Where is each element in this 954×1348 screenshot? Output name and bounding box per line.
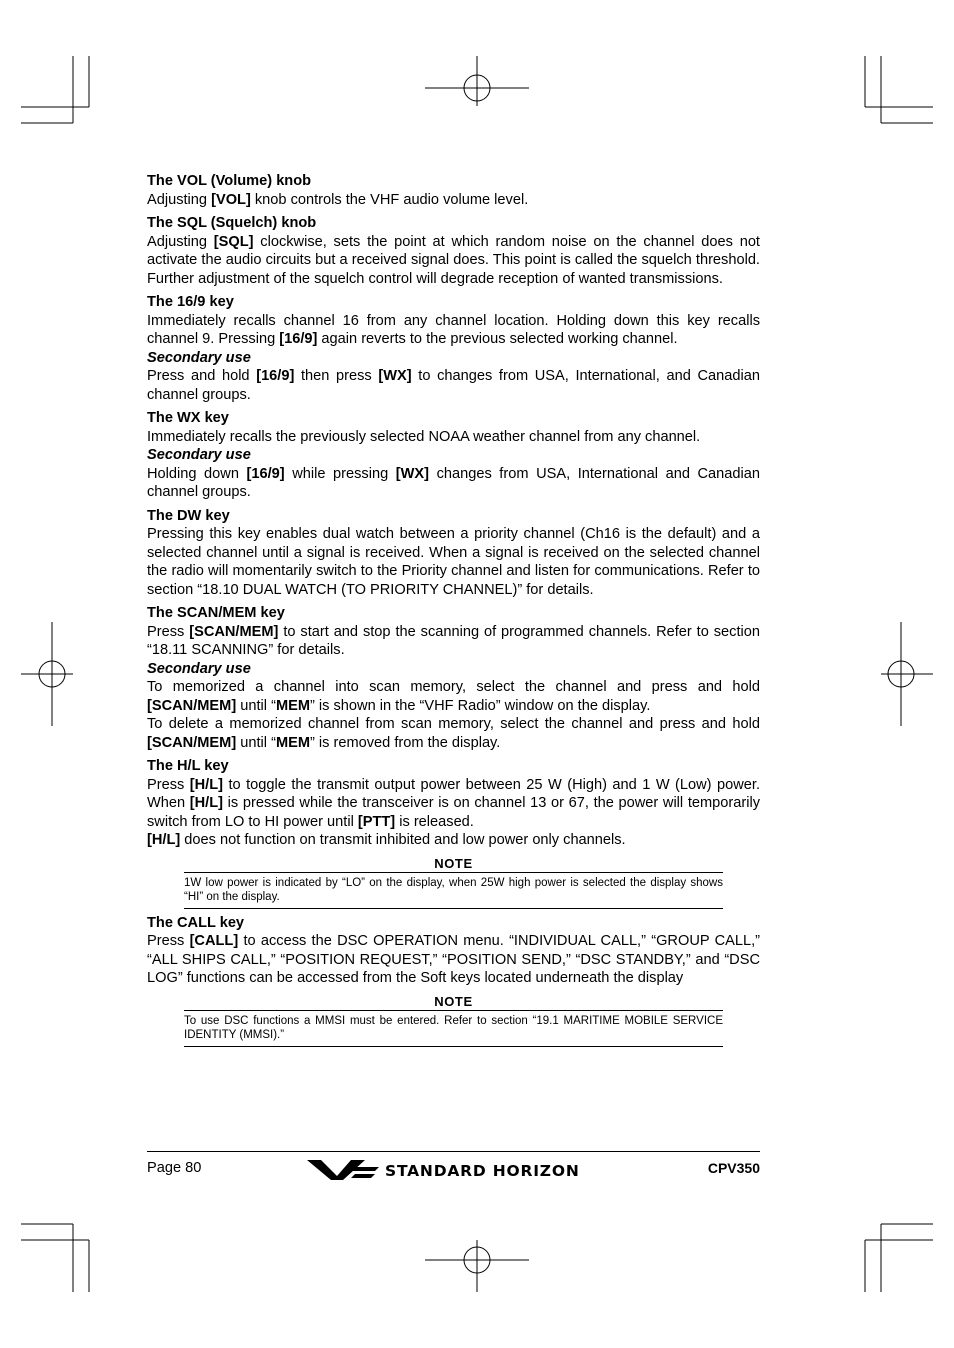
- body-paragraph: Holding down [16/9] while pressing [WX] changes from USA, International and Canadian channel groups.: [147, 465, 760, 500]
- brand-mark-icon: [307, 1158, 379, 1182]
- section-heading: The H/L key: [147, 758, 229, 774]
- body-paragraph: Pressing this key enables dual watch between a priority channel (Ch16 is the default) and a selected channel until a signal is received. When a signal is received on the selected channel the radio will momentarily switch to the Priority channel and listen for communications. Refer to section “18.10 DUAL WATCH (TO PRIORITY CHANNEL)” for details.: [147, 526, 760, 598]
- section-heading: The CALL key: [147, 914, 245, 931]
- body-paragraph: Press and hold [16/9] then press [WX] to changes from USA, International, and Canadian channel groups.: [147, 368, 760, 403]
- note-block: [184, 994, 723, 1047]
- body-paragraph: [H/L] does not function on transmit inhibited and low power only channels.: [147, 832, 626, 848]
- section-heading: The SCAN/MEM key: [147, 605, 285, 621]
- body-paragraph: Press [CALL] to access the DSC OPERATION menu. “INDIVIDUAL CALL,” “GROUP CALL,” “ALL SHIPS CALL,” “POSITION REQUEST,” “POSITION SEND,” “DSC STANDBY,” and “DSC LOG” functions can be accessed from the Soft keys located underneath the display: [147, 933, 761, 986]
- secondary-use-label: Secondary use: [147, 660, 251, 677]
- section-heading: The 16/9 key: [147, 294, 234, 310]
- section-heading: The DW key: [147, 507, 230, 524]
- note-block: [184, 856, 723, 909]
- brand-name: STANDARD HORIZON: [385, 1162, 580, 1180]
- body-paragraph: Adjusting [VOL] knob controls the VHF audio volume level.: [147, 191, 529, 208]
- body-paragraph: Adjusting [SQL] clockwise, sets the point at which random noise on the channel does not activate the audio circuits but a received signal does. This point is called the squelch threshold. Further adjustment of the squelch control will degrade reception of wanted transmissions.: [147, 233, 760, 287]
- body-paragraph: Immediately recalls channel 16 from any channel location. Holding down this key recalls channel 9. Pressing [16/9] again reverts to the previous selected working channel.: [147, 312, 760, 347]
- model-number: CPV350: [707, 1160, 760, 1176]
- brand-logo: [307, 1156, 607, 1184]
- secondary-use-label: Secondary use: [147, 349, 251, 366]
- manual-body: [147, 172, 760, 1047]
- section-heading: The WX key: [147, 410, 229, 426]
- body-paragraph: To delete a memorized channel from scan memory, select the channel and press and hold [SCAN/MEM] until “MEM” is removed from the display.: [147, 716, 760, 751]
- section-heading: The VOL (Volume) knob: [147, 173, 312, 189]
- body-paragraph: Immediately recalls the previously selected NOAA weather channel from any channel.: [147, 428, 701, 445]
- note-text: To use DSC functions a MMSI must be entered. Refer to section “19.1 MARITIME MOBILE SERVICE IDENTITY (MMSI).”: [184, 1010, 723, 1047]
- note-title: NOTE: [434, 855, 473, 871]
- body-paragraph: Press [SCAN/MEM] to start and stop the scanning of programmed channels. Refer to section “18.11 SCANNING” for details.: [147, 623, 760, 658]
- note-title: NOTE: [434, 993, 473, 1009]
- body-paragraph: Press [H/L] to toggle the transmit output power between 25 W (High) and 1 W (Low) power. When [H/L] is pressed while the transceiver is on channel 13 or 67, the power will temporarily switch from LO to HI power until [PTT] is released.: [147, 776, 760, 830]
- section-heading: The SQL (Squelch) knob: [147, 215, 317, 231]
- secondary-use-label: Secondary use: [147, 447, 251, 463]
- body-paragraph: To memorized a channel into scan memory, select the channel and press and hold [SCAN/MEM] until “MEM” is shown in the “VHF Radio” window on the display.: [147, 679, 760, 714]
- page-number: Page 80: [147, 1160, 202, 1176]
- note-text: 1W low power is indicated by “LO” on the display, when 25W high power is selected the display shows “HI” on the display.: [184, 872, 723, 909]
- page-footer: [147, 1151, 760, 1180]
